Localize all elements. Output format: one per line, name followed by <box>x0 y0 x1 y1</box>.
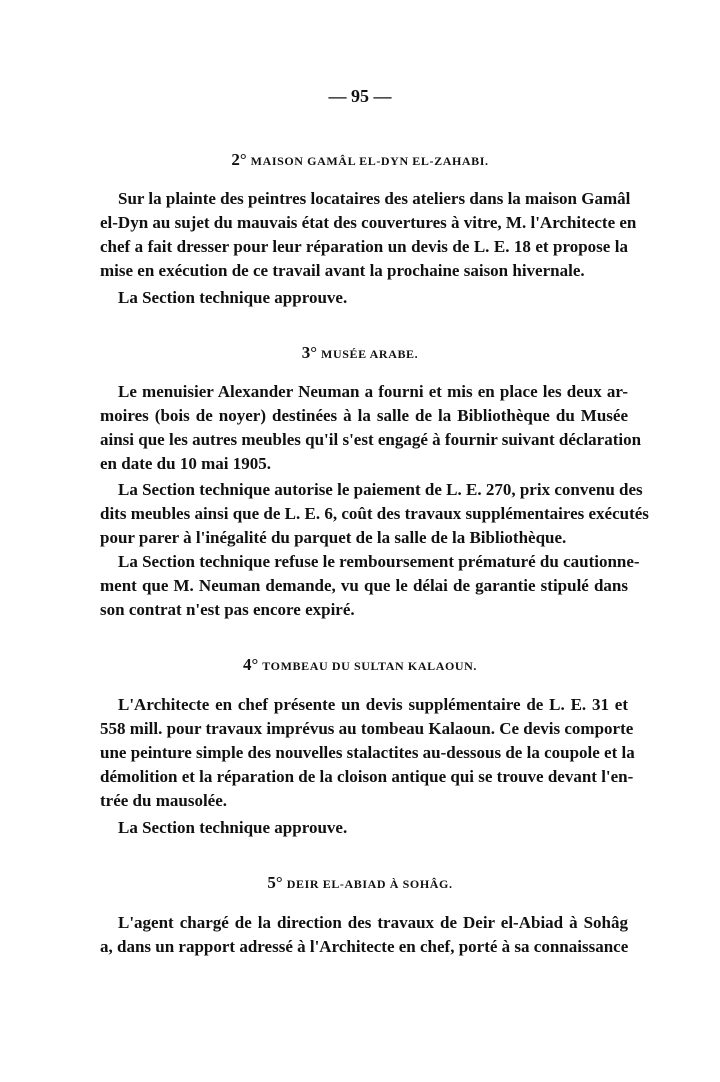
paragraph <box>100 478 649 550</box>
text-line: démolition et la réparation de la cloison antique qui se trouve devant l'en- <box>100 767 634 786</box>
text-line: Le menuisier Alexander Neuman a fourni et mis en place les deux ar- <box>118 382 628 401</box>
paragraph <box>100 550 640 622</box>
text-line: La Section technique autorise le paiement de L. E. 270, prix convenu des <box>118 480 643 499</box>
section-title: MAISON GAMÂL EL-DYN EL-ZAHABI. <box>250 154 489 168</box>
section-title: MUSÉE ARABE. <box>321 347 419 361</box>
section-title: TOMBEAU DU SULTAN KALAOUN. <box>262 659 478 673</box>
paragraph <box>100 380 642 476</box>
text-line: el-Dyn au sujet du mauvais état des couvertures à vitre, M. l'Architecte en <box>100 213 637 232</box>
text-line: ainsi que les autres meubles qu'il s'est engagé à fournir suivant déclaration <box>100 430 642 449</box>
text-line: trée du mausolée. <box>100 791 228 810</box>
text-line: La Section technique approuve. <box>118 288 348 307</box>
section-title: DEIR EL-ABIAD À SOHÂG. <box>286 877 453 891</box>
text-line: son contrat n'est pas encore expiré. <box>100 600 355 619</box>
section-number: 3° <box>301 343 318 362</box>
text-line: La Section technique refuse le remboursement prématuré du cautionne- <box>118 552 640 571</box>
paragraph <box>100 693 635 813</box>
paragraph <box>100 286 628 310</box>
section-number: 2° <box>231 150 247 169</box>
text-line: pour parer à l'inégalité du parquet de la salle de la Bibliothèque. <box>100 528 567 547</box>
section-heading-2 <box>0 150 720 170</box>
text-line: en date du 10 mai 1905. <box>100 454 271 473</box>
text-line: La Section technique approuve. <box>118 818 348 837</box>
paragraph <box>100 816 628 840</box>
section-heading-4 <box>0 655 720 675</box>
text-line: ment que M. Neuman demande, vu que le délai de garantie stipulé dans <box>100 576 628 595</box>
text-line: une peinture simple des nouvelles stalactites au-dessous de la coupole et la <box>100 743 635 762</box>
text-line: dits meubles ainsi que de L. E. 6, coût des travaux supplémentaires exécutés <box>100 504 649 523</box>
text-line: Sur la plainte des peintres locataires des ateliers dans la maison Gamâl <box>118 189 631 208</box>
paragraph <box>100 911 628 959</box>
text-line: mise en exécution de ce travail avant la prochaine saison hivernale. <box>100 261 585 280</box>
paragraph <box>100 187 637 283</box>
text-line: chef a fait dresser pour leur réparation un devis de L. E. 18 et propose la <box>100 237 628 256</box>
section-heading-5 <box>0 873 720 893</box>
section-number: 5° <box>267 873 283 892</box>
text-line: L'agent chargé de la direction des travaux de Deir el-Abiad à Sohâg <box>118 913 628 932</box>
page-number: — 95 — <box>328 86 392 106</box>
section-number: 4° <box>242 655 259 674</box>
text-line: moires (bois de noyer) destinées à la salle de la Bibliothèque du Musée <box>100 406 628 425</box>
text-line: a, dans un rapport adressé à l'Architecte en chef, porté à sa connaissance <box>100 937 629 956</box>
text-line: L'Architecte en chef présente un devis supplémentaire de L. E. 31 et <box>118 695 628 714</box>
text-line: 558 mill. pour travaux imprévus au tombeau Kalaoun. Ce devis comporte <box>100 719 634 738</box>
section-heading-3 <box>0 343 720 363</box>
